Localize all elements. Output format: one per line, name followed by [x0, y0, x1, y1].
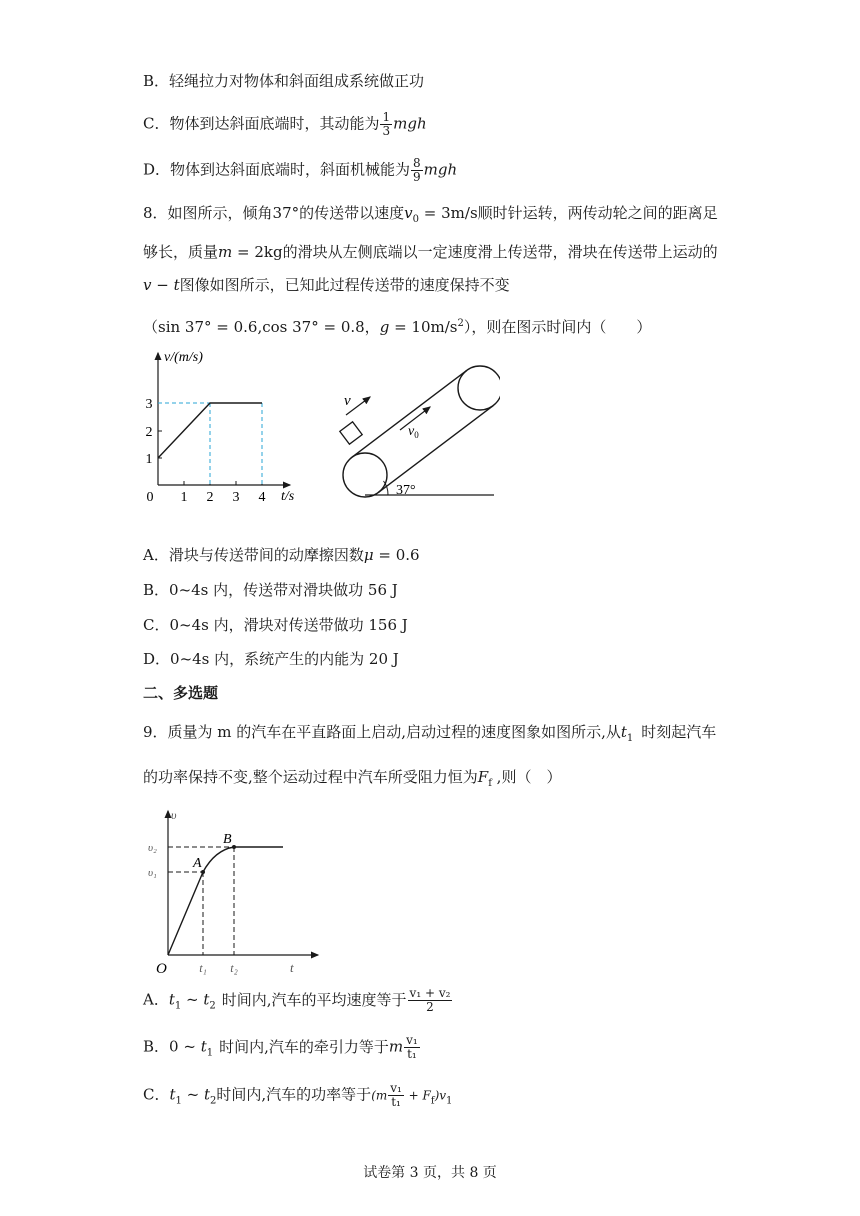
- origin-label: 0: [146, 490, 154, 505]
- q8-stem-line1: [143, 203, 718, 230]
- belt-top: [352, 370, 467, 457]
- q8-angle: 37°: [272, 204, 300, 222]
- q8-option-d: [143, 649, 399, 669]
- q7-option-c: [143, 111, 427, 138]
- fraction-denominator: t₁: [407, 1047, 417, 1061]
- q8-stem-line4: [143, 314, 651, 337]
- q9-option-b: [143, 1034, 421, 1064]
- y-tick-label: 1: [145, 452, 153, 467]
- q9-subscript: 2: [209, 1000, 216, 1012]
- q9-subscript: 1: [174, 1000, 182, 1012]
- q9-stem-line1: [143, 722, 716, 749]
- q9-text: 的功率保持不变,整个运动过程中汽车所受阻力恒为: [143, 768, 478, 786]
- q8-option-d-text: D．0~4s 内，系统产生的内能为 20 J: [143, 650, 399, 668]
- q9-tilde: ~: [181, 1085, 204, 1104]
- q9-Ff-subscript: f: [488, 778, 492, 789]
- v2-label: υ₂: [148, 842, 157, 854]
- q9-option-c-fraction: [388, 1082, 404, 1109]
- q8-text: 的滑块从左侧底端以一定速度滑上传送带，滑块在传送带上运动的: [282, 243, 718, 261]
- point-b: [232, 845, 236, 849]
- q8-mass-value: = 2kg: [232, 243, 283, 261]
- q8-t-symbol: t: [173, 276, 180, 294]
- q9-t1-symbol: t: [620, 723, 627, 741]
- q9-option-c: [143, 1082, 452, 1112]
- q9-text: ,则（ ）: [491, 768, 562, 786]
- q8-text: 图像如图所示，已知此过程传送带的速度保持不变: [179, 276, 510, 294]
- q9-subscript: 1: [206, 1047, 214, 1059]
- fraction-numerator: v₁: [406, 1033, 418, 1047]
- t1-label: t₁: [199, 961, 207, 975]
- fraction-denominator: t₁: [391, 1095, 401, 1109]
- slider-velocity-label: v: [344, 393, 351, 409]
- q9-tilde: ~: [181, 990, 204, 1009]
- q9-plus-Ff: + F: [404, 1088, 431, 1103]
- q7-option-c-expr: mgh: [393, 114, 427, 133]
- q8-option-c: [143, 615, 408, 635]
- x-tick-label: 2: [206, 490, 214, 505]
- q8-option-b-text: B．0~4s 内，传送带对滑块做功 56 J: [143, 581, 398, 599]
- q9-t1-symbol: t: [169, 1085, 176, 1104]
- q7-option-b: [143, 71, 424, 91]
- q9-Ff-symbol: F: [477, 768, 489, 786]
- q9-subscript: 1: [446, 1095, 453, 1107]
- q7-option-c-fraction: [380, 111, 392, 138]
- q8-text: ），则在图示时间内（ ）: [463, 318, 652, 336]
- q9-option-b-fraction: [404, 1034, 420, 1061]
- q9-text: 时刻起汽车: [641, 723, 717, 741]
- q8-stem-line3: [143, 275, 510, 295]
- fraction-numerator: 1: [382, 110, 391, 124]
- q8-belt-diagram: [330, 345, 500, 505]
- q8-given-values: （sin 37° = 0.6,cos 37° = 0.8，: [143, 318, 380, 336]
- q9-option-c-text: 时间内,汽车的功率等于: [216, 1085, 372, 1104]
- origin-label: O: [156, 961, 167, 977]
- q9-t2-symbol: t: [203, 990, 210, 1009]
- q7-option-d-expr: mgh: [423, 160, 458, 179]
- belt-bottom: [378, 406, 493, 493]
- fraction-denominator: 9: [413, 170, 421, 184]
- fraction-numerator: 8: [413, 156, 421, 170]
- q9-t1-subscript: 1: [626, 733, 634, 744]
- v1-label: υ₁: [148, 867, 157, 879]
- q9-option-a-letter: A．: [143, 990, 169, 1009]
- x-tick-label: 3: [232, 490, 240, 505]
- y-ticks: [158, 403, 162, 458]
- q8-mass-symbol: m: [218, 243, 233, 261]
- q9-option-b-text: 时间内,汽车的牵引力等于: [219, 1037, 389, 1056]
- q8-text: 顺时针运转，两传动轮之间的距离足: [477, 204, 718, 222]
- q7-option-c-text: C．物体到达斜面底端时，其动能为: [143, 114, 380, 133]
- q8-stem-line2: [143, 242, 718, 262]
- q9-option-b-letter: B．: [143, 1037, 170, 1056]
- belt-velocity-arrow: [400, 407, 430, 430]
- x-tick-label: 4: [258, 490, 266, 505]
- x-axis-label: t: [290, 960, 294, 975]
- y-tick-label: 3: [145, 397, 153, 412]
- fraction-denominator: 3: [382, 124, 391, 138]
- belt-velocity-label: $v_0$: [408, 424, 419, 440]
- q8-v0-value: = 3m/s: [419, 204, 478, 222]
- q9-stem-line2: [143, 767, 561, 794]
- q9-text: 9．质量为 m 的汽车在平直路面上启动,启动过程的速度图象如图所示,从: [143, 723, 621, 741]
- q9-t1-symbol: t: [200, 1037, 207, 1056]
- q8-option-c-text: C．0~4s 内，滑块对传送带做功 156 J: [143, 616, 408, 634]
- q8-option-a-text: A．滑块与传送带间的动摩擦因数: [143, 546, 364, 564]
- q9-option-c-letter: C．: [143, 1085, 170, 1104]
- q9-subscript: 2: [210, 1095, 217, 1107]
- fraction-numerator: v₁: [390, 1081, 402, 1095]
- t2-label: t₂: [230, 961, 238, 975]
- q8-minus: −: [151, 276, 174, 294]
- fraction-numerator: v₁ + v₂: [409, 986, 451, 1000]
- q9-m-symbol: m: [388, 1037, 404, 1056]
- velocity-curve: [168, 847, 283, 955]
- q9-vt-graph: [140, 805, 330, 980]
- q8-g-value: = 10m/s: [389, 318, 458, 336]
- q8-v-symbol: v: [143, 276, 152, 294]
- q8-v0-symbol: v: [404, 204, 413, 222]
- q8-vt-graph: [140, 345, 310, 507]
- q7-option-b-text: B．轻绳拉力对物体和斜面组成系统做正功: [143, 72, 425, 90]
- x-tick-label: 1: [180, 490, 188, 505]
- x-axis-label: t/s: [281, 489, 295, 504]
- q8-text: 8．如图所示，倾角: [143, 204, 273, 222]
- q7-option-d-text: D．物体到达斜面底端时，斜面机械能为: [143, 160, 411, 179]
- fraction-denominator: 2: [426, 1000, 434, 1014]
- q9-subscript: 1: [175, 1095, 182, 1107]
- q7-option-d-fraction: [411, 157, 423, 184]
- q7-option-d: [143, 157, 457, 184]
- q8-mu-symbol: μ: [363, 546, 374, 564]
- q8-g-symbol: g: [379, 318, 390, 336]
- q8-option-b: [143, 580, 398, 600]
- q9-close-paren-v: )v: [434, 1088, 447, 1103]
- angle-label: 37°: [396, 483, 416, 498]
- q8-v0-subscript: 0: [412, 214, 420, 225]
- y-axis-label: υ: [171, 808, 177, 822]
- point-a-label: A: [193, 856, 202, 871]
- q9-t1-symbol: t: [168, 990, 175, 1009]
- slider-block: [340, 422, 362, 444]
- q8-option-a: [143, 545, 420, 565]
- q8-mu-value: = 0.6: [373, 546, 420, 564]
- q9-subscript: f: [430, 1095, 435, 1107]
- y-axis-label: v/(m/s): [164, 350, 203, 365]
- q9-t2-symbol: t: [204, 1085, 211, 1104]
- q9-option-a-text: 时间内,汽车的平均速度等于: [221, 990, 407, 1009]
- point-b-label: B: [223, 832, 232, 847]
- point-a: [201, 870, 205, 874]
- q8-text: 够长，质量: [143, 243, 219, 261]
- q8-text: 的传送带以速度: [299, 204, 405, 222]
- q8-g-exponent: 2: [457, 318, 464, 329]
- section-heading: 二、多选题: [143, 684, 219, 702]
- q9-option-a: [143, 987, 453, 1017]
- y-tick-label: 2: [145, 425, 153, 440]
- q9-open-paren: (m: [371, 1088, 388, 1103]
- page-footer: 试卷第 3 页，共 8 页: [363, 1165, 497, 1181]
- q9-range: 0 ~: [169, 1037, 201, 1056]
- q9-option-a-fraction: [408, 987, 453, 1014]
